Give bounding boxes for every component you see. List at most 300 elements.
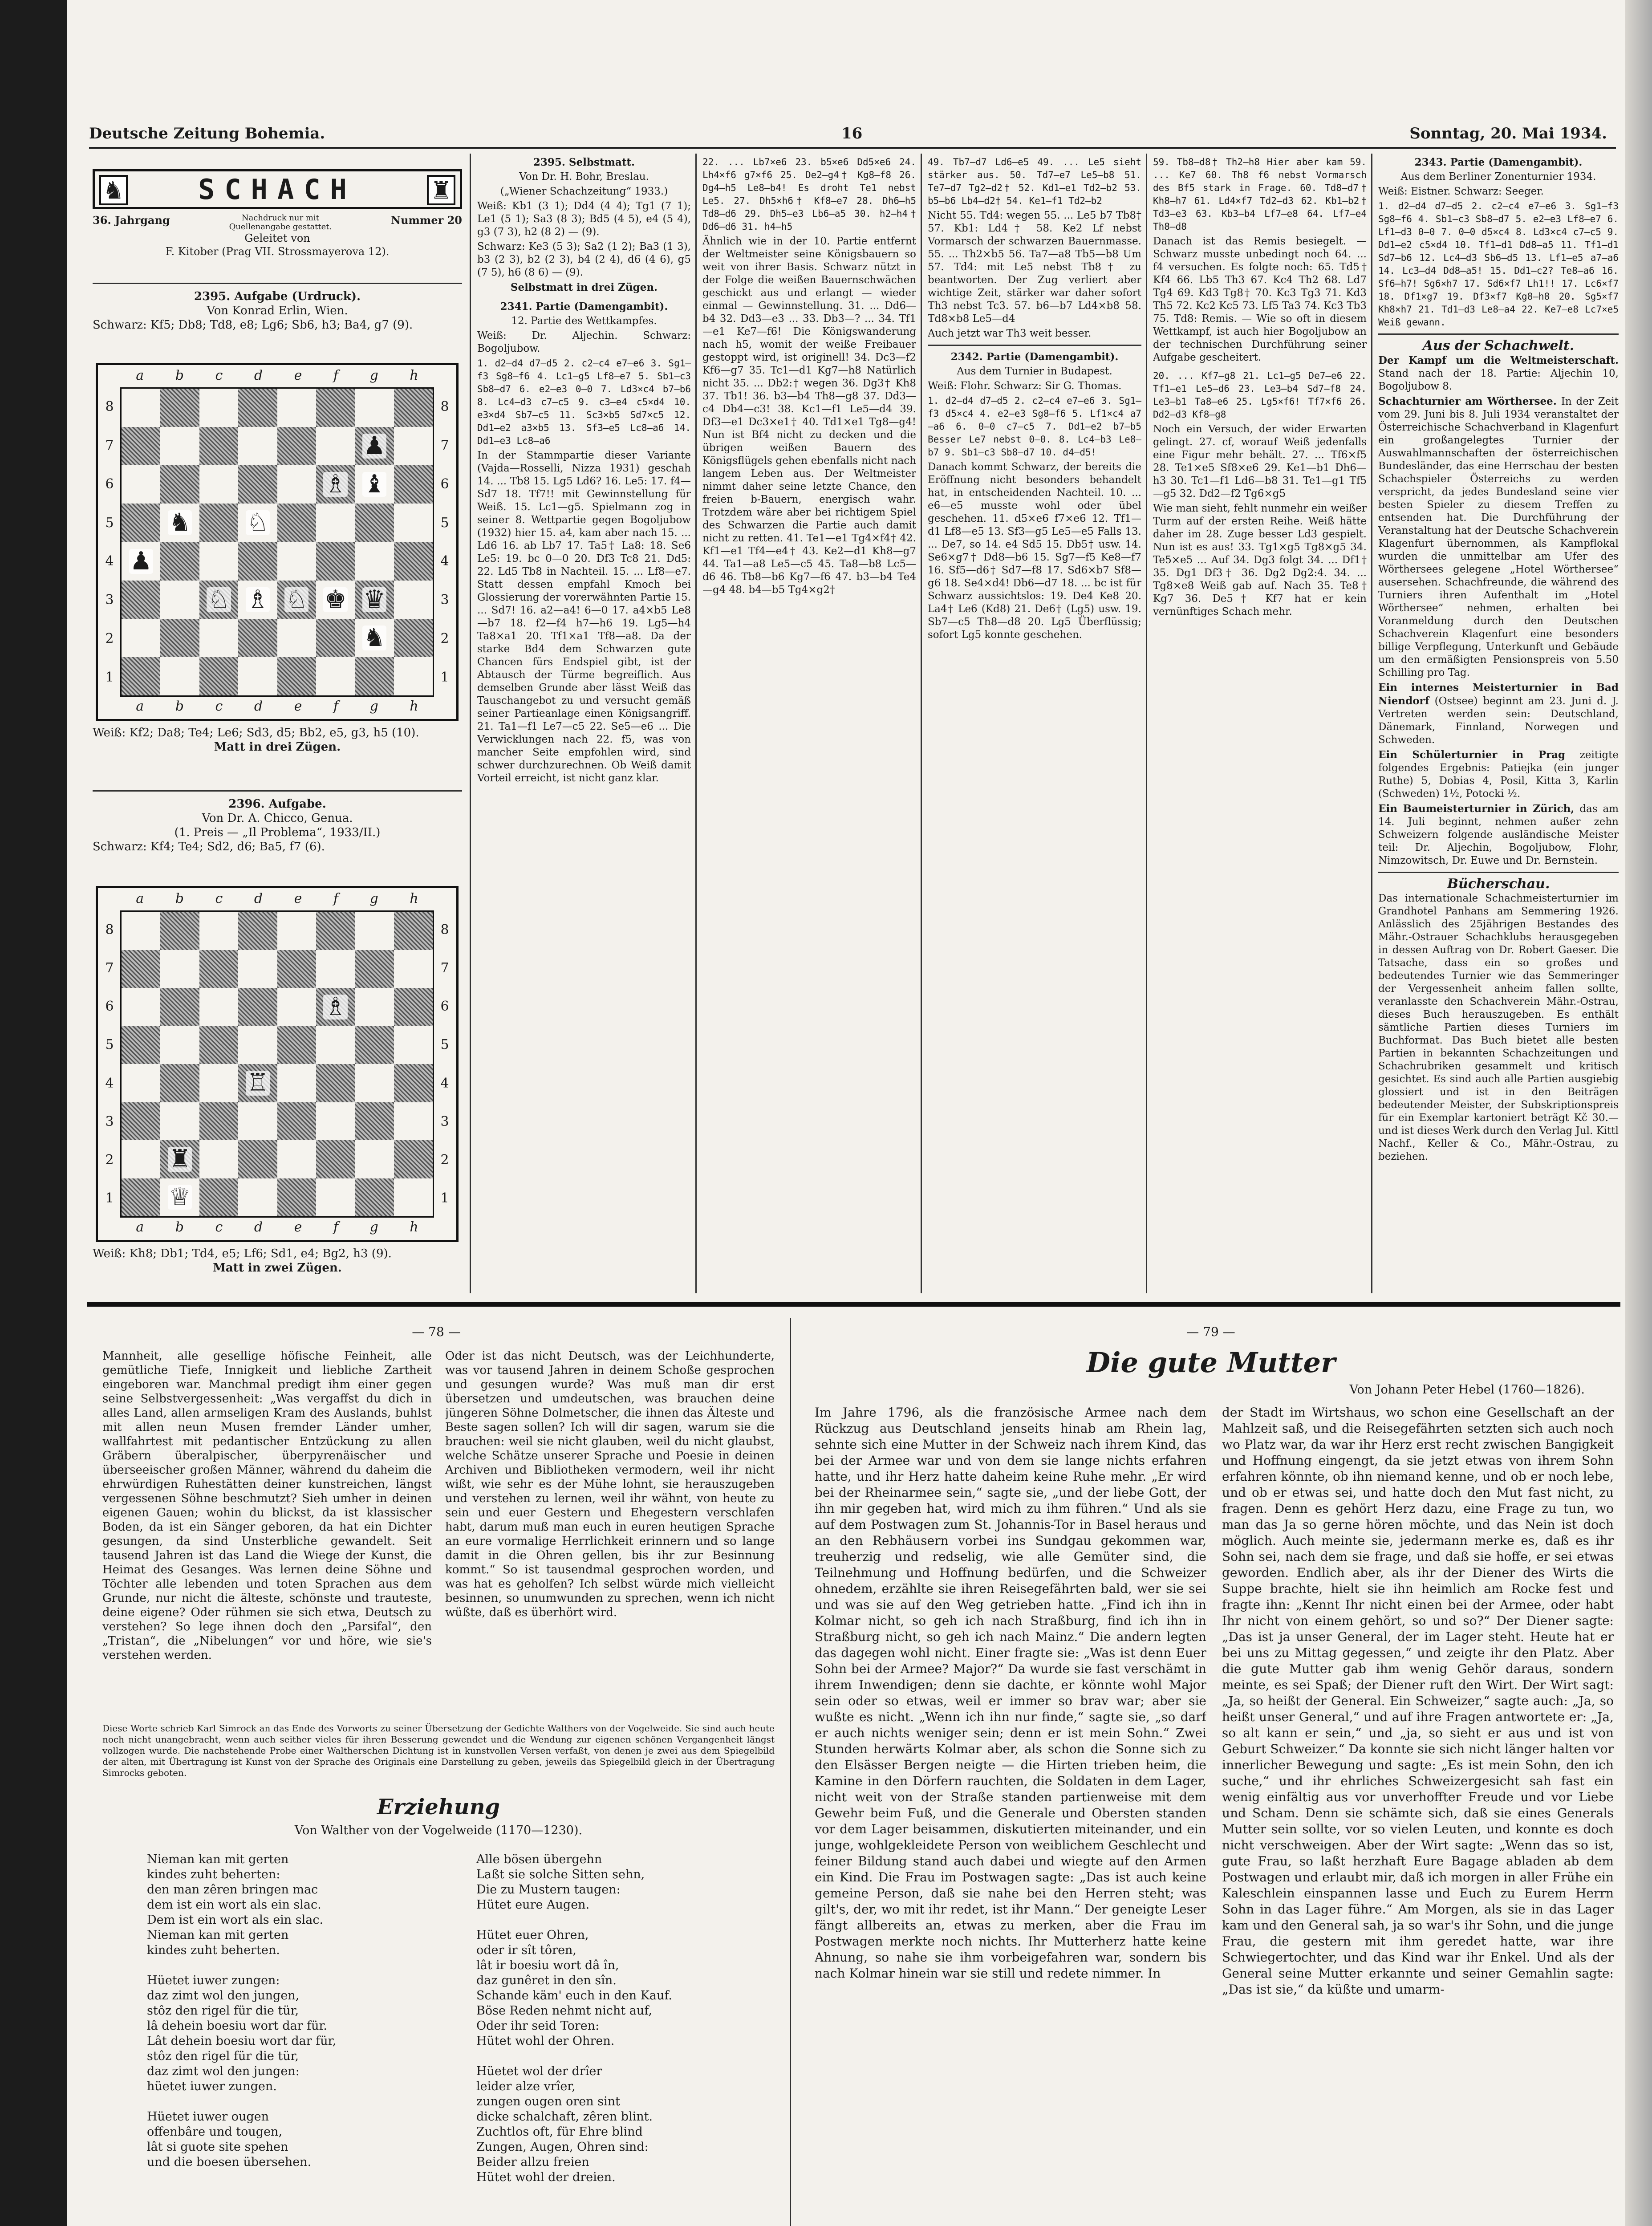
file-label: f	[333, 699, 339, 714]
news-4-text: zeitigte folgendes Ergebnis: Patiejka (ein junger Ruthe) 5, Dobias 4, Posil, Kitta 3, Karlin (Schweden) 1½, Potocki ½.	[1378, 749, 1619, 800]
game-2341-moves-cont: 22. ... Lb7×e6 23. b5×e6 Dd5×e6 24. Lh4×f6 g7×f6 25. De2—g4† Kg8—f8 26. Dg4—h5 Le8—b4! Es droht Te1 nebst Le5. 27. Dh5×h6† Kf8—e7 28. Dh6—h5 Td8—d6 29. Dh5—e3 Lb6—a5 30. h2—h4† Dd6—d6 31. h4—h5	[702, 157, 916, 232]
board-square	[238, 465, 277, 504]
board-square	[238, 1064, 277, 1102]
board-square	[238, 1102, 277, 1141]
rank-label: 6	[440, 476, 449, 492]
chess-piece-icon: ♗	[246, 585, 269, 614]
rank-label: 7	[440, 437, 449, 453]
board-square	[316, 657, 355, 695]
board-square	[316, 619, 355, 657]
rank-label: 8	[440, 922, 449, 938]
board-square	[355, 912, 394, 950]
board-square	[122, 581, 160, 619]
board-square	[316, 1026, 355, 1064]
poem-line: Zuchtlos oft, für Ehre blind	[476, 2125, 643, 2139]
chess-piece-icon: ♞	[168, 508, 191, 537]
poem-line: stôz den rigel für die tür,	[147, 2049, 299, 2063]
problem-2-black: Schwarz: Kf4; Te4; Sd2, d6; Ba5, f7 (6).	[93, 840, 325, 853]
board-square	[355, 581, 394, 619]
rank-label: 4	[105, 553, 114, 569]
problem-2-author: Von Dr. A. Chicco, Genua.	[202, 812, 353, 825]
rank-labels-left	[101, 387, 118, 697]
board-square	[160, 1102, 199, 1141]
board-square	[277, 950, 316, 988]
rule	[93, 283, 462, 284]
board-square	[394, 1178, 433, 1217]
scan-border-left	[0, 0, 67, 2226]
board-square	[277, 1178, 316, 1217]
board-square	[160, 427, 199, 465]
file-label: d	[254, 1219, 263, 1235]
game-2343-moves: 1. d2—d4 d7—d5 2. c2—c4 e7—e6 3. Sg1—f3 Sg8—f6 4. Sb1—c3 Sb8—d7 5. e2—e3 Lf8—e7 6. Lf1—d3 0—0 7. 0—0 d5×c4 8. Ld3×c4 c7—c5 9. Dd1—e2 c5×d4 10. Tf1—d1 Dd8—a5 11. Tf1—d1 Sd7—b6 12. Lc4—d3 Sb6—d5 13. Lf1—e5 a7—a6 14. Lc3—d4 Dd8—a5! 15. Dd1—c2? Te8—a6 16. Sf6—h7! Sg6×h7 17. Sd6×f7 Lh1!! 17. Lc6×f7 18. Df1×g7 19. Df3×f7 Kg8—h8 20. Sg5×f7 Kh8×h7 21. Td1—d3 Le8—a4 22. Ke7—e8 Lc7×e5 Weiß gewann.	[1378, 201, 1619, 328]
rank-label: 8	[105, 922, 114, 938]
board-square	[355, 950, 394, 988]
board-square	[355, 657, 394, 695]
chess-piece-icon: ♛	[363, 585, 386, 614]
masthead-left: Deutsche Zeitung Bohemia.	[89, 125, 325, 142]
board-square	[394, 504, 433, 542]
game-2341-notes: In der Stammpartie dieser Variante (Vajda—Rosselli, Nizza 1931) geschah 14. ... Tb8 15. Lg5 Ld6? 16. Le5: 17. f4—Sd7 18. Tf7!! mit Gewinnstellung für Weiß. 15. Lc1—g5. Spielmann zog in seiner 8. Wettpartie gegen Bogoljubow (1932) hier 15. a4, kam aber nach 15. ... Ld6 16. ab Lb7 17. Ta5† La8: 18. Se6 Le5: 19. bc 0—0 20. Df3 Tc8 21. Dd5: 22. Ld5 Tb8 in Nachteil. 15. ... Lf8—e7. Statt dessen empfahl Kmoch bei Glossierung der vorerwähnten Partie 15. ... Sd7! 16. a2—a4! 6—0 17. a4×b5 Le8—b7 18. f2—f4 h7—h6 19. Lg5—h4 Ta8×a1 20. Tf1×a1 Tf8—a8. Da der starke Bd4 dem Schwarzen gute Chancen fürs Endspiel gibt, ist der Abtausch der Türme begreiflich. Aus demselben Grunde aber lässt Weiß das Tauschangebot zu und versucht gemäß seiner Partieanlage einen Königsangriff. 21. Ta1—f1 Le7—c5 22. Se5—e6 ... Die Verwicklungen nach 22. f5, was von mancher Seite empfohlen wird, sind schwer durchzurechnen. Ob Weiß damit Vorteil erreicht, ist nicht ganz klar.	[477, 450, 691, 784]
file-label: h	[410, 368, 418, 383]
game-2343-players: Weiß: Eistner. Schwarz: Seeger.	[1378, 186, 1544, 197]
board-square	[394, 657, 433, 695]
board-square	[122, 389, 160, 427]
board-square	[122, 1026, 160, 1064]
file-labels-bottom	[120, 699, 434, 716]
file-label: a	[136, 891, 144, 906]
rank-label: 5	[440, 515, 449, 531]
board-square	[122, 504, 160, 542]
selfmate-black: Schwarz: Ke3 (5 3); Sa2 (1 2); Ba3 (1 3), b3 (2 3), b2 (2 3), b4 (2 4), d6 (4 6), g5 (7 5), h6 (8 6) — (9).	[477, 241, 691, 278]
problem-2-stipulation: Matt in zwei Zügen.	[213, 1261, 342, 1275]
board-square	[238, 581, 277, 619]
board-square	[160, 1026, 199, 1064]
rank-label: 7	[440, 960, 449, 976]
board-square	[122, 657, 160, 695]
board-square	[199, 389, 238, 427]
board-square	[394, 427, 433, 465]
rank-label: 8	[105, 398, 114, 414]
rule	[93, 790, 462, 792]
board-square	[394, 581, 433, 619]
column-rule	[921, 154, 922, 1293]
chess-piece-icon: ♟	[130, 546, 152, 576]
rank-label: 4	[105, 1075, 114, 1091]
board-square	[122, 1140, 160, 1178]
column-rule	[695, 154, 697, 1293]
rank-label: 4	[440, 553, 449, 569]
problem-1-stipulation: Matt in drei Zügen.	[214, 740, 341, 754]
board-square	[160, 542, 199, 581]
chess-column-6	[1378, 156, 1619, 1293]
problem-2-heading: 2396. Aufgabe.	[228, 797, 326, 811]
board-square	[355, 542, 394, 581]
file-label: g	[369, 1219, 378, 1235]
board-square	[394, 988, 433, 1026]
board-square	[199, 1140, 238, 1178]
file-label: h	[410, 699, 418, 714]
board-square	[122, 1102, 160, 1141]
chess-piece-icon: ♕	[168, 1182, 191, 1212]
news-5-text: das am 14. Juli beginnt, nehmen außer zehn Schweizern folgende ausländische Meister teil: Dr. Aljechin, Bogoljubow, Flohr, Nimzowitsch, Dr. Euwe und Dr. Bernstein.	[1378, 803, 1619, 866]
game-2341-final-note: Auch jetzt war Th3 weit besser.	[928, 328, 1092, 339]
game-2341-heading: 2341. Partie (Damengambit).	[500, 301, 668, 313]
poem-line: offenbâre und tougen,	[147, 2125, 283, 2139]
game-2341-moves-final: 59. Tb8—d8† Th2—h8 Hier aber kam 59. ... Ke7 60. Th8 f6 nebst Vormarsch des Bf5 stark in Frage. 60. Td8—d7† Kh8—h7 61. Ld4×f7 Td2—d3 62. Kb1—b2† Td3—e3 63. Kb3—b4 Lf7—e8 64. Lf7—e4 Th8—d8	[1153, 157, 1367, 232]
board-square	[355, 427, 394, 465]
poem-author: Von Walther von der Vogelweide (1170—1230).	[294, 1824, 583, 1837]
rank-label: 6	[105, 476, 114, 492]
reprint-note: Nachdruck nur mit Quellenangabe gestattet.	[229, 214, 332, 232]
poem-line: Laßt sie solche Sitten sehn,	[476, 1868, 645, 1881]
board-square	[160, 619, 199, 657]
book-review-heading: Bücherschau.	[1447, 876, 1550, 892]
poem-original-text	[147, 1852, 423, 2226]
game-2342-notes-cont: Noch ein Versuch, der wider Erwarten gelingt. 27. cf, worauf Weiß jedenfalls eine Figur mehr behält. 27. ... Tf6×f5 28. Te1×e5 Sf8×e6 29. Ke1—b1 Dh6—h3 30. Tc1—f1 Ld6—b8 31. Te1—g1 Tf5—g5 32. Dd2—f2 Tg6×g5	[1153, 423, 1367, 500]
board-square	[316, 1140, 355, 1178]
rook-icon: ♜	[427, 175, 455, 205]
poem-line: Böse Reden nehmt nicht auf,	[476, 2004, 652, 2018]
file-label: c	[215, 699, 223, 714]
file-label: g	[369, 368, 378, 383]
board-square	[355, 1026, 394, 1064]
board-square	[355, 1178, 394, 1217]
selfmate-white: Weiß: Kb1 (3 1); Dd4 (4 4); Tg1 (7 1); Le1 (5 1); Sa3 (8 3); Bd5 (4 5), e4 (5 4), g3 (7 3), h2 (8 2) — (9).	[477, 200, 691, 238]
board-square	[238, 950, 277, 988]
chess-piece-icon: ♗	[324, 470, 347, 499]
board-square	[277, 427, 316, 465]
poem-line: daz zimt wol den jungen,	[147, 1989, 300, 2003]
poem-line: Dem ist ein wort als ein slac.	[147, 1913, 324, 1927]
file-label: a	[136, 1219, 144, 1235]
board-square	[199, 912, 238, 950]
board-square	[238, 389, 277, 427]
board-square	[355, 1064, 394, 1102]
rank-label: 5	[105, 515, 114, 531]
problem-2-white: Weiß: Kh8; Db1; Td4, e5; Lf6; Sd1, e4; Bg2, h3 (9).	[93, 1247, 392, 1260]
board-square	[199, 1026, 238, 1064]
board-square	[160, 988, 199, 1026]
rank-label: 6	[440, 999, 449, 1015]
game-2342-players: Weiß: Flohr. Schwarz: Sir G. Thomas.	[928, 380, 1122, 392]
board-square	[122, 1178, 160, 1217]
game-2341-notes-cont: Ähnlich wie in der 10. Partie entfernt der Weltmeister seine Königsbauern so weit von ihrer Basis. Schwarz nützt in der Folge die weißen Bauernschwächen geschickt aus und erlangt — wieder einmal — Gewinnstellung. 31. ... Dd6—b4 32. Dd3—e3 ... 33. Db3—? ... 34. Tf1—e1 Ke7—f6! Die Königswanderung nach h5, womit der weiße Freibauer gestoppt wird, ist originell! 34. Dc3—f2 Kf6—g7 35. Tc1—d1 Kg7—h8 Natürlich nicht 35. ... Db2:† wegen 36. Dg3† Kh8 37. Tb1! 36. b3—b4 Th8—g8 37. Dd3—c4 Db4—c3! 38. Kc1—f1 Le5—d4 39. Df3—e1 Dc3×e1† 40. Td1×e1 Tg8—g4! Nun ist Bf4 nicht zu decken und die übrigen weißen Bauern des Königsflügels gehen ebenfalls nicht nach langem Leben aus. Der Weltmeister nimmt daher seine letzte Chance, den freien b-Bauern, energisch wahr. Trotzdem wäre aber bei richtigem Spiel des Schwarzen die Partie auch damit nicht zu retten. 41. Te1—e1 Tg4×f4† 42. Kf1—e1 Tf4—e4† 43. Ke2—d1 Kh8—g7 44. Ta1—a8 Le5—c5 45. Ta8—b8 Lc5—d6 46. Tb8—b6 Kg7—f6 47. b3—b4 Te4—g4 48. b4—b5 Tg4×g2†	[702, 236, 916, 596]
chess-board-grid	[120, 910, 434, 1218]
board-square	[277, 389, 316, 427]
page-number: 16	[841, 125, 863, 142]
board-square	[238, 542, 277, 581]
board-square	[122, 427, 160, 465]
file-label: d	[254, 891, 263, 906]
board-square	[277, 912, 316, 950]
board-square	[394, 1102, 433, 1141]
poem-line: kindes zuht beherten.	[147, 1943, 280, 1957]
board-square	[199, 504, 238, 542]
problem-1-white: Weiß: Kf2; Da8; Te4; Le6; Sd3, d5; Bb2, e5, g3, h5 (10).	[93, 726, 419, 739]
page-79-number: — 79 —	[1186, 1324, 1235, 1339]
board-square	[316, 1064, 355, 1102]
poem-title-text: Erziehung	[377, 1795, 500, 1820]
section-divider	[87, 1302, 1620, 1307]
poem-line: Nieman kan mit gerten	[147, 1852, 289, 1866]
poem-line: oder ir sît tôren,	[476, 1943, 577, 1957]
news-3-title: Ein internes Meisterturnier in Bad Niendorf	[1378, 682, 1619, 707]
news-heading: Aus der Schachwelt.	[1422, 338, 1575, 353]
file-label: d	[254, 699, 263, 714]
file-label: f	[333, 368, 339, 383]
board-square	[160, 504, 199, 542]
story-author: Von Johann Peter Hebel (1760—1826).	[1349, 1383, 1585, 1397]
chess-board-grid	[120, 387, 434, 697]
poem-line	[147, 1958, 423, 1973]
story-column-2: der Stadt im Wirtshaus, wo schon eine Gesellschaft an der Mahlzeit saß, und die Reisegefährten setzten sich auch noch wo Platz war, da war ihr Herz erst recht zwischen Bangigkeit und Hoffnung eingengt, da sie jetzt etwas von ihrem Sohn erfahren könnte, ob ihn niemand kenne, und ob er noch lebe, und ob er etwas sei, und hatte doch den Mut fast nicht, zu fragen. Denn es gehört Herz dazu, eine Frage zu tun, wo man das Ja so gerne hören möchte, und das Nein ist doch möglich. Auch meinte sie, jedermann merke es, daß es ihr Sohn sei, nach dem sie frage, und daß sie hoffe, er sei etwas geworden. Endlich aber, als ihr der Diener des Wirts die Suppe brachte, hielt sie ihn heimlich am Rocke fest und fragte ihn: „Kennt Ihr nicht einen bei der Armee, oder habt Ihr nicht von einem gehört, so und so?“ Der Diener sagte: „Das ist ja unser General, der im Lager steht. Heute hat er bei uns zu Mittag gegessen,“ und zeigte ihr den Platz. Aber die gute Mutter gab ihm wenig Gehör daraus, sondern meinte, es sei Spaß; der Diener ruft den Wirt. Der Wirt sagt: „Ja, so heißt der General. Ein Schweizer,“ sagte auch: „Ja, so heißt unser General,“ und auf ihre Fragen antwortete er: „Ja, so alt kann er sein,“ und „ja, so sieht er aus und ist von Geburt Schweizer.“ Da konnte sie sich nicht länger halten vor innerlicher Bewegung und sagte: „Es ist mein Sohn, den ich suche,“ und ihr ehrliches Schweizergesicht sah fast ein wenig einfältig aus vor unverhoffter Freude und vor Liebe und Scham. Denn sie schämte sich, daß sie eines Generals Mutter sein sollte, vor so vielen Leuten, und konnte es doch nicht verschweigen. Aber der Wirt sagte: „Wenn das so ist, gute Frau, so laßt herzhaft Eure Bagage abladen ab dem Postwagen und erlaubt mir, daß ich morgen in aller Frühe ein Kaleschlein einspannen lasse und Euch zu Eurem Herrn Sohn in das Lager führe.“ Am Morgen, als sie in das Lager kam und den General sah, ja so war's ihr Sohn, und die junge Frau, die gestern mit ihm geredet hatte, war ihre Schwiegertochter, und das Kind war ihr Enkel. Und als der General seine Mutter erkannte und seiner Gemahlin sagte: „Das ist sie,“ da küßte und umarm-	[1222, 1405, 1614, 1997]
chess-piece-icon: ♘	[285, 585, 308, 614]
board-square	[355, 504, 394, 542]
file-label: g	[369, 891, 378, 906]
file-label: h	[410, 891, 418, 906]
story-title	[810, 1347, 1611, 1382]
board-square	[316, 581, 355, 619]
board-square	[160, 581, 199, 619]
game-2341-conclusion: Danach ist das Remis besiegelt. — Schwarz musste unbedingt noch 64. ... f4 versuchen. Es folgte noch: 65. Td5† Kf4 66. Lb5 Th3 67. Kc4 Th2 68. Ld7 Tg4 69. Kd3 Tg8† 70. Kc3 Tg3 71. Kd3 Th5 72. Kc2 Kc5 73. Lf5 Ta3 74. Kc3 Tb3 75. Td8: Remis. — Wie so oft in diesem Wettkampf, ist auch hier Bogoljubow an der technischen Durchführung seiner Aufgabe gescheitert.	[1153, 236, 1367, 363]
file-label: b	[175, 699, 184, 714]
board-square	[160, 389, 199, 427]
board-square	[316, 1178, 355, 1217]
selfmate-author: Von Dr. H. Bohr, Breslau.	[519, 171, 649, 183]
board-square	[277, 1026, 316, 1064]
board-square	[238, 619, 277, 657]
board-square	[394, 1140, 433, 1178]
poem-line: lât ir boesiu wort dâ în,	[476, 1958, 619, 1972]
poem-line: dem ist ein wort als ein slac.	[147, 1898, 321, 1912]
file-label: c	[215, 368, 223, 383]
board-square	[277, 657, 316, 695]
news-4-title: Ein Schülerturnier in Prag	[1378, 749, 1566, 761]
rank-label: 7	[105, 437, 114, 453]
chess-piece-icon: ♘	[207, 585, 230, 614]
news-1-text: Stand nach der 18. Partie: Aljechin 10, Bogoljubow 8.	[1378, 368, 1619, 392]
game-2341-notes-end: Nicht 55. Td4: wegen 55. ... Le5 b7 Tb8† 57. Kb1: Ld4† 58. Ke2 Lf nebst Vormarsch der schwarzen Bauernmasse. 55. ... Th2×b5 56. Ta7—a8 Tb5—b8 Um 57. Td4: mit Le5 nebst Tb8† zu beantworten. Der Zug verliert aber wichtige Zeit, stärker war daher sofort Th3 nebst Tc3. 57. b6—b7 Ld4×b8 58. Td8×b8 Le5—d4	[928, 210, 1141, 325]
poem-line: Hütet eure Augen.	[476, 1898, 590, 1912]
file-label: a	[136, 699, 144, 714]
game-2341-subheading: 12. Partie des Wettkampfes.	[511, 315, 657, 327]
board-square	[199, 542, 238, 581]
scan-border-right	[1625, 0, 1652, 2226]
file-label: e	[294, 891, 302, 906]
board-square	[122, 1064, 160, 1102]
news-2-title: Schachturnier am Wörthersee.	[1378, 395, 1557, 407]
rank-labels-right	[436, 910, 454, 1218]
news-5-title: Ein Baumeisterturnier in Zürich,	[1378, 803, 1575, 815]
board-square	[355, 619, 394, 657]
rank-label: 3	[105, 1113, 114, 1129]
board-square	[122, 988, 160, 1026]
file-label: f	[333, 891, 339, 906]
board-square	[316, 542, 355, 581]
file-labels-bottom	[120, 1219, 434, 1237]
board-square	[199, 950, 238, 988]
board-square	[199, 427, 238, 465]
chess-diagram-2	[96, 886, 459, 1242]
board-square	[316, 389, 355, 427]
editor-label: Geleitet von	[244, 232, 310, 244]
file-label: b	[175, 891, 184, 906]
chess-piece-icon: ♗	[324, 992, 347, 1021]
chess-section-info	[93, 214, 462, 280]
board-square	[394, 542, 433, 581]
board-square	[122, 465, 160, 504]
poem-line: Schande käm' euch in den Kauf.	[476, 1989, 672, 2003]
file-label: e	[294, 1219, 302, 1235]
problem-1-footer	[93, 726, 462, 788]
poem-line: hüetet iuwer zungen.	[147, 2080, 277, 2093]
poem-line: daz zimt wol den jungen:	[147, 2064, 300, 2078]
problem-1-author: Von Konrad Erlin, Wien.	[207, 304, 348, 317]
poem-line: Nieman kan mit gerten	[147, 1928, 289, 1942]
board-square	[160, 950, 199, 988]
selfmate-stipulation: Selbstmatt in drei Zügen.	[510, 281, 658, 293]
rank-label: 2	[440, 1152, 449, 1168]
board-square	[316, 1102, 355, 1141]
board-square	[238, 1178, 277, 1217]
board-square	[238, 988, 277, 1026]
poem-line: leider alze vrîer,	[476, 2080, 576, 2093]
game-2341-moves: 1. d2—d4 d7—d5 2. c2—c4 e7—e6 3. Sg1—f3 Sg8—f6 4. Lc1—g5 Lf8—e7 5. Sb1—c3 Sb8—d7 6. e2—e3 0—0 7. Ld3×c4 b7—b6 8. Lc4—d3 c7—c5 9. c3—e4 c5×d4 10. e3×d4 Sb7—c5 11. Sc3×b5 Sd7×c5 12. Dd1—e2 a3×b5 13. Sf3—e5 Lc8—a6 14. Dd1—e3 Lc8—a6	[477, 358, 691, 446]
game-2342-subheading: Aus dem Turnier in Budapest.	[957, 366, 1112, 377]
chess-piece-icon: ♞	[363, 623, 386, 652]
board-square	[355, 1102, 394, 1141]
file-label: e	[294, 368, 302, 383]
poem-line	[476, 2049, 752, 2064]
board-square	[199, 619, 238, 657]
board-square	[394, 1026, 433, 1064]
selfmate-source: („Wiener Schachzeitung“ 1933.)	[500, 186, 668, 197]
board-square	[355, 1140, 394, 1178]
poem-line	[147, 2094, 423, 2109]
file-labels-top	[120, 891, 434, 909]
board-square	[122, 950, 160, 988]
column-rule	[1146, 154, 1147, 1293]
board-square	[122, 619, 160, 657]
rank-label: 1	[440, 670, 449, 686]
file-label: e	[294, 699, 302, 714]
board-square	[238, 912, 277, 950]
game-2342-notes: Danach kommt Schwarz, der bereits die Eröffnung nicht besonders behandelt hat, in entscheidenden Nachteil. 10. ... e6—e5 musste wohl oder übel geschehen. 11. d5×e6 f7×e6 12. Tf1—d1 Lf8—e5 13. Sf3—g5 Le5—e5 Falls 13. ... De7, so 14. e4 Sd5 15. Db5† usw. 14. Se6×g7† Dd8—b6 15. Sg7—f5 Ke8—f7 16. Sf5—d6† Sd7—f8 17. Sd6×b7 Sf8—g6 18. Se4×d4! Db6—d7 18. ... bc ist für Schwarz aussichtslos: 19. De4 Ke8 20. La4† Le6 (Kd8) 21. De6† (Lg5) usw. 19. Sb7—c5 Th8—d8 20. Lg5 Überflüssig; sofort Lg5 konnte geschehen.	[928, 461, 1141, 641]
rank-label: 1	[440, 1190, 449, 1206]
poem-line: Oder ihr seid Toren:	[476, 2019, 600, 2033]
footnote: Diese Worte schrieb Karl Simrock an das Ende des Vorworts zu seiner Übersetzung der Gedichte Walthers von der Vogelweide. Sie sind auch heute noch nicht unangebracht, wenn auch seither vieles für ihren Besserung gewendet und die Wendung zur eigenen schönen Vergangenheit längst vollzogen wurde. Die nachstehende Probe einer Waltherschen Dichtung ist in kunstvollen Versen verfaßt, von denen je zwei aus dem Spiegelbild der alten, mit Übertragung ist Kunst von der Sprache des Originals eine Darstellung zu geben, jeweils das Spiegelbild gleich in der Übertragung Simrocks geboten.	[102, 1723, 775, 1778]
board-square	[160, 1178, 199, 1217]
chess-column-3	[702, 156, 916, 1293]
board-square	[316, 465, 355, 504]
board-square	[277, 581, 316, 619]
board-square	[316, 504, 355, 542]
game-2342-heading: 2342. Partie (Damengambit).	[950, 351, 1119, 363]
board-square	[199, 1102, 238, 1141]
rank-label: 2	[440, 631, 449, 647]
knight-icon: ♞	[99, 175, 128, 205]
board-square	[160, 912, 199, 950]
problem-2-header	[93, 797, 462, 881]
problem-1-header	[93, 289, 462, 356]
file-label: c	[215, 1219, 223, 1235]
board-square	[316, 912, 355, 950]
rank-label: 3	[440, 592, 449, 608]
rank-label: 3	[440, 1113, 449, 1129]
file-label: a	[136, 368, 144, 383]
board-square	[160, 465, 199, 504]
page-gutter	[790, 1318, 791, 2226]
board-square	[277, 619, 316, 657]
board-square	[199, 1178, 238, 1217]
story-column-1: Im Jahre 1796, als die französische Armee nach dem Rückzug aus Deutschland jenseits hinab am Rhein lag, sehnte sich eine Mutter in der Schweiz nach ihrem Kind, das bei der Armee war und von dem sie lange nichts erfahren hatte, und ihr Herz hatte daheim keine Ruhe mehr. „Er wird bei der Rheinarmee sein,“ sagte sie, „und der liebe Gott, der ihn mir gegeben hat, wird mich zu ihm führen.“ Und als sie auf dem Postwagen zum St. Johannis-Tor in Basel heraus und an den Rebhäusern vorbei ins Sundgau gekommen war, treuherzig und redselig, wie alle Gemüter sind, die Teilnehmung und Hoffnung bedürfen, und die Schweizer ohnedem, erzählte sie ihren Reisegefährten bald, wer sie sei und was sie auf den Weg getrieben hatte. „Find ich ihn in Kolmar nicht, so geh ich nach Straßburg, find ich ihn in Straßburg nicht, so geh ich nach Mainz.“ Die andern legten das dagegen wohl nicht. Einer fragte sie: „Was ist denn Euer Sohn bei der Armee? Major?“ Da wurde sie fast verschämt in ihrem Inwendigen; denn sie dachte, er könnte wohl Major sein oder so etwas, weil er immer so brav war; aber sie wußte es nicht. „Wenn ich ihn nur finde,“ sagte sie, „so darf er auch nichts weniger sein; denn er ist mein Sohn.“ Zwei Stunden herwärts Kolmar aber, als schon die Sonne sich zu den Elsässer Bergen neigte — die Hirten trieben heim, die Kamine in den Dörfern rauchten, die Soldaten in dem Lager, nicht weit von der Straße standen partienweise mit dem Gewehr beim Fuß, und die Generale und Obersten standen vor dem Lager beisammen, diskutierten miteinander, und ein junge, wohlgekleidete Person von weiblichem Geschlecht und feiner Bildung stand auch dabei und wiegte auf den Armen ein Kind. Die Frau im Postwagen sagte: „Das ist auch keine gemeine Person, daß sie nahe bei den Herren steht; was gilt's, der, wo mit ihr redet, ist ihr Mann.“ Der geneigte Leser fängt allbereits an, etwas zu merken, aber die Frau im Postwagen merkte noch nichts. Ihr Mutterherz hatte keine Ahnung, so nahe sie ihm vorbeigefahren war, sondern bis nach Kolmar hinein war sie still und redete nimmer. In	[815, 1405, 1206, 1981]
problem-2-prize: (1. Preis — „Il Problema“, 1933/II.)	[174, 826, 381, 839]
rank-label: 6	[105, 999, 114, 1015]
file-label: c	[215, 891, 223, 906]
poem-line: Hüetet wol der drîer	[476, 2064, 602, 2078]
chess-piece-icon: ♘	[246, 508, 269, 537]
board-square	[277, 988, 316, 1026]
rank-label: 7	[105, 960, 114, 976]
rule	[928, 345, 1141, 346]
rank-label: 1	[105, 670, 114, 686]
board-square	[199, 988, 238, 1026]
board-square	[277, 465, 316, 504]
board-square	[355, 389, 394, 427]
poem-line: und die boesen übersehen.	[147, 2155, 312, 2169]
board-square	[160, 1064, 199, 1102]
page-78-number: — 78 —	[412, 1324, 461, 1339]
board-square	[238, 427, 277, 465]
problem-2-footer	[93, 1247, 462, 1296]
chess-piece-icon: ♜	[168, 1144, 191, 1174]
rank-label: 2	[105, 631, 114, 647]
book-review-text: Das internationale Schachmeisterturnier im Grandhotel Panhans am Semmering 1926. Anlässlich des 25jährigen Bestandes des Mähr.-Ostrauer Schachklubs herausgegeben in dessen Auftrag von Dr. Robert Gaeser. Die Tatsache, dass ein so großes und bedeutendes Turnier wie das Semmeringer der Vergessenheit anheim fallen sollte, veranlasste den Schachverein Mähr.-Ostrau, dieses Buch herauszugeben. Es enthält sämtliche Partien dieses Turniers im Buchformat. Das Buch bietet alle besten Partien in bekannten Schachzeitungen und Schachrubriken gesammelt und kritisch gesichtet. Es sind auch alle Partien ausgiebig glossiert und ist in den Beiträgen bedeutender Meister, der Subskriptionspreis für ein Exemplar kartoniert beträgt Kč 30.— und ist dieses Werk durch den Verlag Jul. Kittl Nachf., Keller & Co., Mähr.-Ostrau, zu beziehen.	[1378, 893, 1619, 1162]
chess-column-4	[928, 156, 1141, 1293]
game-2342-moves: 1. d2—d4 d7—d5 2. c2—c4 e7—e6 3. Sg1—f3 d5×c4 4. e2—e3 Sg8—f6 5. Lf1×c4 a7—a6 6. 0—0 c7—c5 7. Dd1—e2 b7—b5 Besser Le7 nebst 0—0. 8. Lc4—b3 Le8—b7 9. Sb1—c3 Sb8—d7 10. d4—d5!	[928, 395, 1141, 458]
board-square	[199, 465, 238, 504]
board-square	[122, 542, 160, 581]
board-square	[277, 1064, 316, 1102]
issue-date: Sonntag, 20. Mai 1934.	[1409, 125, 1607, 142]
simrock-text-col-2: Oder ist das nicht Deutsch, was der Leichhunderte, was vor tausend Jahren in deinem Schoße gesprochen und gesungen wurde? Was muß man dir erst übersetzen und umdeutschen, was brauchen deine jüngeren Söhne Dolmetscher, die ihnen das Älteste und Beste sagen sollen? Ich will dir sagen, warum sie die brauchen: weil sie nicht glauben, weil du nicht glaubst, welche Schätze unserer Sprache und Poesie in deinen Archiven und Bibliotheken vermodern, weil ihr nicht wißt, wie sehr es der Mühe lohnt, sie herauszugeben und verstehen zu lernen, weil ihr wähnt, von heute zu sein und euer Gestern und Ehegestern verschlafen habt, darum muß man euch in euren heutigen Sprache an eure vormalige Herrlichkeit erinnern und so lange damit in die Ohren gellen, bis ihr zur Besinnung kommt.“ So ist tausendmal gesprochen worden, und was hat es geholfen? Ich selbst würde mich vielleicht besinnen, so unumwunden zu sprechen, wenn ich nicht wüßte, daß es überhört wird.	[445, 1349, 775, 1619]
chess-column-2	[477, 156, 691, 1293]
file-label: b	[175, 368, 184, 383]
chess-section-title: SCHACH	[198, 173, 357, 206]
poem-line	[476, 1913, 752, 1928]
poem-line: Hüetet iuwer ougen	[147, 2110, 269, 2124]
poem-translation	[476, 1852, 752, 2226]
rule	[1378, 333, 1619, 335]
game-2343-subheading: Aus dem Berliner Zonenturnier 1934.	[1400, 171, 1596, 183]
poem-line: Lât dehein boesiu wort dar für,	[147, 2034, 337, 2048]
chess-diagram-1	[96, 363, 459, 721]
board-square	[316, 988, 355, 1026]
problem-1-heading: 2395. Aufgabe (Urdruck).	[194, 290, 361, 303]
poem-line: Beider allzu freien	[476, 2155, 589, 2169]
poem-line: Zungen, Augen, Ohren sind:	[476, 2140, 649, 2154]
volume-year: 36. Jahrgang	[93, 214, 170, 227]
poem-line: kindes zuht beherten:	[147, 1868, 280, 1881]
board-square	[277, 1140, 316, 1178]
board-square	[316, 427, 355, 465]
board-square	[355, 465, 394, 504]
board-square	[394, 950, 433, 988]
poem-line: daz gunêret in den sîn.	[476, 1974, 617, 1987]
header-rule	[89, 147, 1616, 149]
board-square	[160, 657, 199, 695]
chess-piece-icon: ♖	[246, 1068, 269, 1097]
